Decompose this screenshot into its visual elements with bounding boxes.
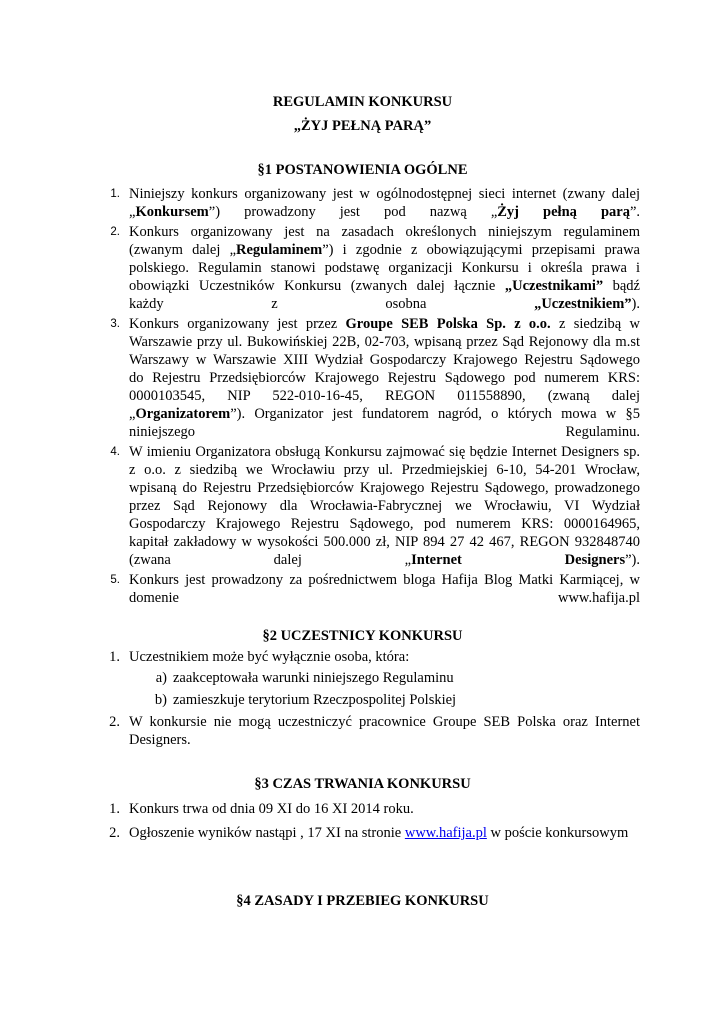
document-title: REGULAMIN KONKURSU: [272, 94, 453, 110]
s1-item-4: W imieniu Organizatora obsługą Konkursu zajmować się będzie Internet Designers sp. z o.o. z siedzibą we Wrocławiu przy ul. Przedmiejskiej 6-10, 54-201 Wrocław, wpisaną do Rejestru Przedsiębiorców Krajowego Rejestru Sądowego, prowadzonego przez Sąd Rejonowy dla Wrocławia-Fabrycznej we Wrocławiu, VI Wydział Gospodarczy Krajowego Rejestru Sądowego, pod numerem KRS: 0000164965, kapitał zakładowy w wysokości 500.000 zł, NIP 894 27 42 467, REGON 932848740 (zwana dalej „Internet Designers”).: [129, 444, 640, 568]
s2-subitem-a: zaakceptowała warunki niniejszego Regulaminu: [173, 670, 454, 686]
s2-subitem-b: zamieszkuje terytorium Rzeczpospolitej Polskiej: [173, 692, 457, 708]
s1-item-3-number: 3.: [110, 318, 120, 330]
s1-item-5: Konkurs jest prowadzony za pośrednictwem bloga Hafija Blog Matki Karmiącej, w domenie www.hafija.pl: [129, 572, 640, 606]
s1-item-3: Konkurs organizowany jest przez Groupe SEB Polska Sp. z o.o. z siedzibą w Warszawie przy ul. Bukowińskiej 22B, 02-703, wpisaną przez Sąd Rejonowy dla m.st Warszawy w Warszawie XIII Wydział Gospodarczy Krajowego Rejestru Sądowego do Rejestru Przedsiębiorców Krajowego Rejestru Sądowego pod numerem KRS: 0000103545, NIP 522-010-16-45, REGON 011558890, (zwaną dalej „Organizatorem”). Organizator jest fundatorem nagród, o których mowa w §5 niniejszego Regulaminu.: [129, 316, 640, 440]
s3-item-2-number: 2.: [109, 825, 120, 841]
s1-item-1-number: 1.: [110, 188, 120, 200]
s2-item-2: W konkursie nie mogą uczestniczyć pracownice Groupe SEB Polska oraz Internet Designers.: [129, 714, 640, 748]
s3-item-2: Ogłoszenie wyników nastąpi , 17 XI na stronie www.hafija.pl w poście konkursowym: [129, 825, 629, 841]
s2-subitem-a-number: a): [155, 670, 167, 686]
s2-item-2-number: 2.: [109, 714, 120, 730]
s3-item-1: Konkurs trwa od dnia 09 XI do 16 XI 2014 roku.: [129, 801, 414, 817]
section-3-heading: §3 CZAS TRWANIA KONKURSU: [254, 776, 471, 792]
s2-item-1-number: 1.: [109, 649, 120, 665]
section-1-heading: §1 POSTANOWIENIA OGÓLNE: [257, 162, 468, 178]
s1-item-5-number: 5.: [110, 574, 120, 586]
section-2-heading: §2 UCZESTNICY KONKURSU: [262, 628, 463, 644]
s1-item-2-number: 2.: [110, 226, 120, 238]
hafija-link[interactable]: www.hafija.pl: [404, 825, 487, 841]
s2-item-1: Uczestnikiem może być wyłącznie osoba, która:: [129, 649, 410, 665]
section-4-heading: §4 ZASADY I PRZEBIEG KONKURSU: [236, 893, 489, 909]
s1-item-4-number: 4.: [110, 446, 120, 458]
s3-item-1-number: 1.: [109, 801, 120, 817]
document-subtitle: „ŻYJ PEŁNĄ PARĄ”: [293, 118, 432, 134]
s2-subitem-b-number: b): [154, 692, 167, 708]
s1-item-2: Konkurs organizowany jest na zasadach określonych niniejszym regulaminem (zwanym dalej „Regulaminem”) i zgodnie z obowiązującymi przepisami prawa polskiego. Regulamin stanowi podstawę organizacji Konkursu i określa prawa i obowiązki Uczestników Konkursu (zwanych dalej łącznie „Uczestnikami” bądź każdy z osobna „Uczestnikiem”).: [129, 224, 640, 312]
s1-item-1: Niniejszy konkurs organizowany jest w ogólnodostępnej sieci internet (zwany dalej „Konkursem”) prowadzony jest pod nazwą „Żyj pełną parą”.: [129, 186, 641, 220]
